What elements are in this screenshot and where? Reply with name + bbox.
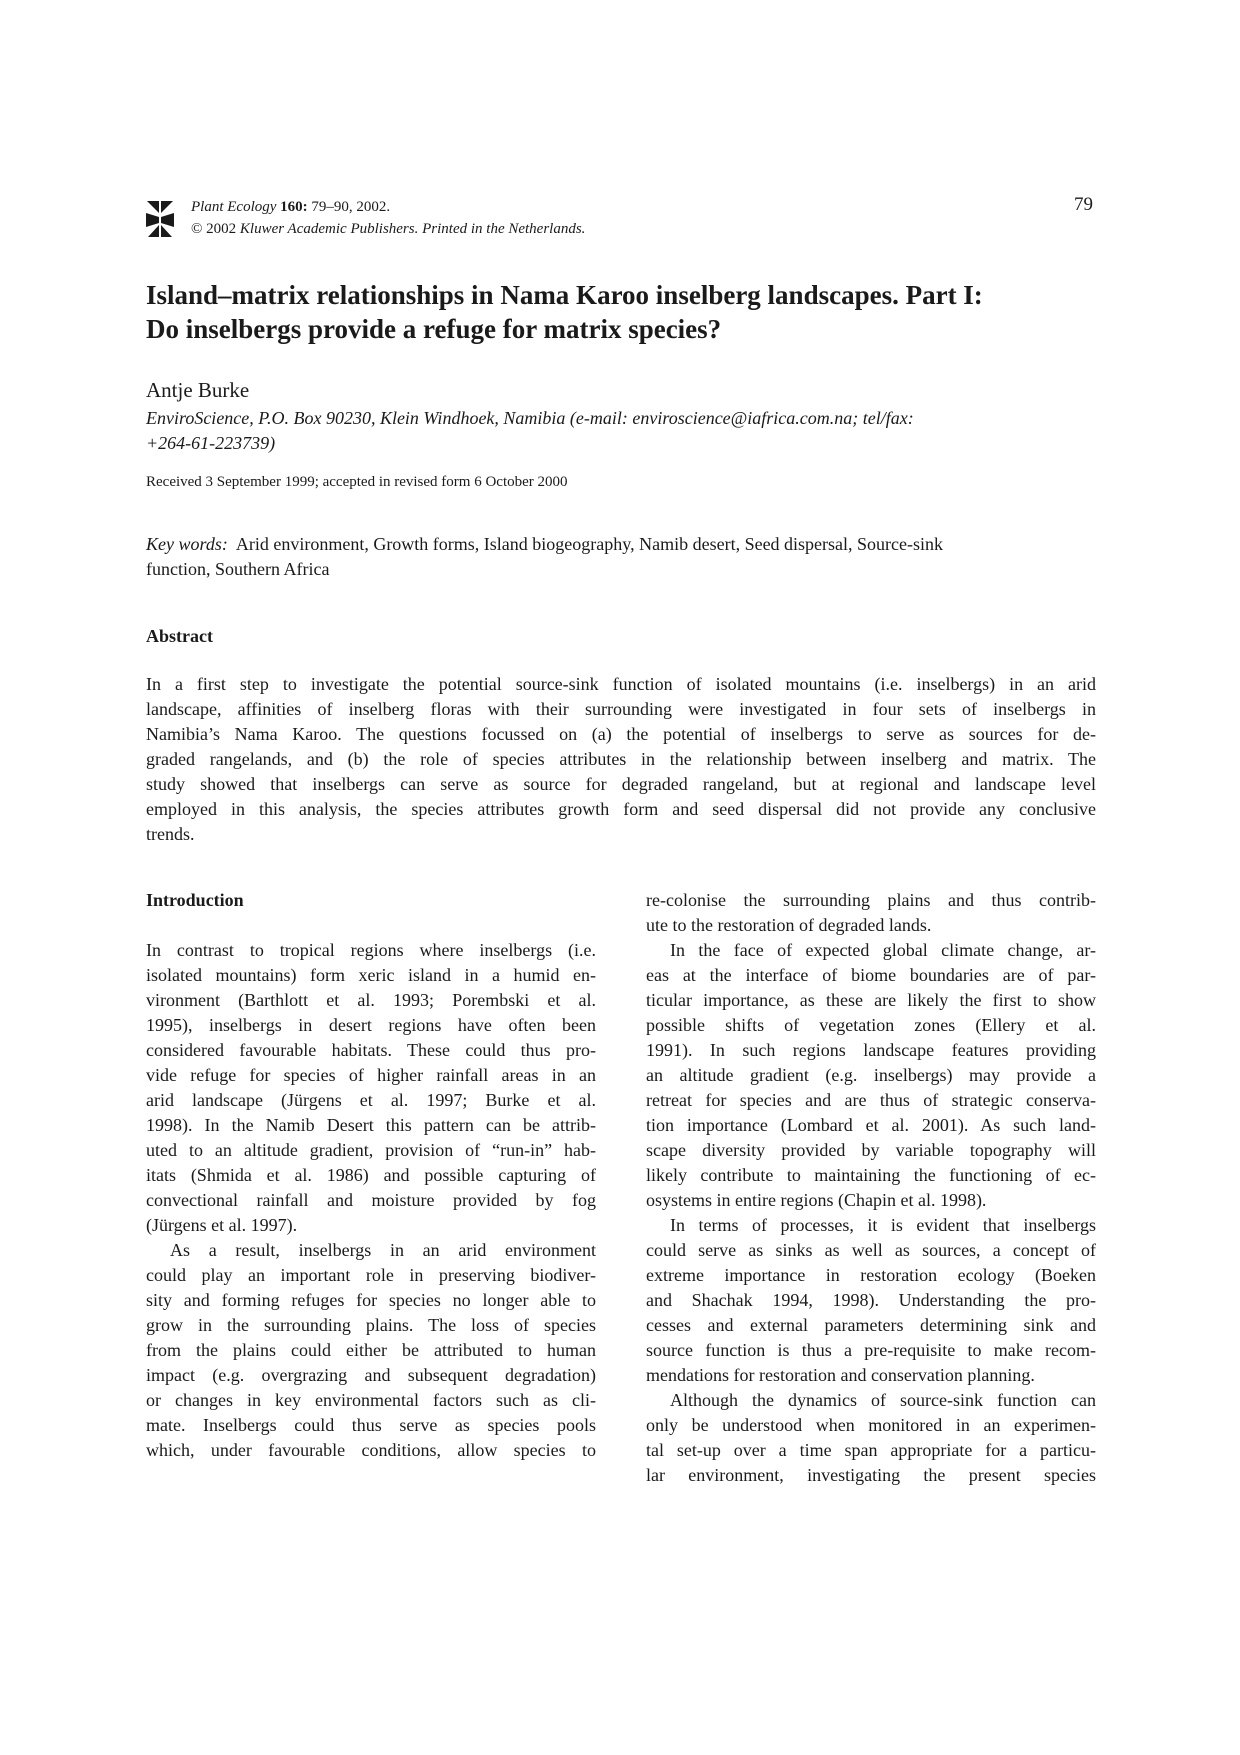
affiliation-line: +264-61-223739) [146, 433, 276, 453]
body-text-line: re-colonise the surrounding plains and thus contrib- [646, 890, 1096, 910]
body-text-line: and Shachak 1994, 1998). Understanding the pro- [646, 1290, 1096, 1310]
body-column-left [146, 888, 596, 1463]
body-text-line: ute to the restoration of degraded lands. [646, 915, 932, 935]
abstract-line: employed in this analysis, the species attributes growth form and seed dispersal did not provide any conclusive [146, 799, 1096, 819]
body-text-line: eas at the interface of biome boundaries are of par- [646, 965, 1096, 985]
body-text-line: retreat for species and are thus of strategic conserva- [646, 1090, 1096, 1110]
title-line: Island–matrix relationships in Nama Karoo inselberg landscapes. Part I: [146, 280, 983, 310]
introduction-heading: Introduction [146, 890, 244, 910]
body-text-line: impact (e.g. overgrazing and subsequent degradation) [146, 1365, 596, 1385]
body-text-line: vironment (Barthlott et al. 1993; Porembski et al. [146, 990, 596, 1010]
body-text-line: As a result, inselbergs in an arid environment [170, 1240, 596, 1260]
abstract-line: study showed that inselbergs can serve as source for degraded rangeland, but at regional and landscape level [146, 774, 1096, 794]
publisher-name: Kluwer Academic Publishers. Printed in the Netherlands. [239, 221, 586, 237]
body-text-line: In the face of expected global climate change, ar- [670, 940, 1096, 960]
abstract-line: trends. [146, 824, 195, 844]
body-text-line: grow in the surrounding plains. The loss of species [146, 1315, 596, 1335]
body-text-line: which, under favourable conditions, allow species to [146, 1440, 596, 1460]
body-text-line: an altitude gradient (e.g. inselbergs) may provide a [646, 1065, 1096, 1085]
body-text-line: source function is thus a pre-requisite to make recom- [646, 1340, 1096, 1360]
abstract-heading: Abstract [146, 626, 213, 646]
body-text-line: lar environment, investigating the present species [646, 1465, 1096, 1485]
body-text-line: arid landscape (Jürgens et al. 1997; Burke et al. [146, 1090, 596, 1110]
body-text-line: could serve as sinks as well as sources, a concept of [646, 1240, 1096, 1260]
body-text-line: Although the dynamics of source-sink function can [670, 1390, 1096, 1410]
body-text-line: tal set-up over a time span appropriate for a particu- [646, 1440, 1096, 1460]
affiliation-line: EnviroScience, P.O. Box 90230, Klein Windhoek, Namibia (e-mail: enviroscience@iafrica.com.na; tel/fax: [146, 408, 914, 428]
body-text-line: (Jürgens et al. 1997). [146, 1215, 298, 1235]
copyright-year: © 2002 [191, 221, 237, 237]
body-text-line: could play an important role in preserving biodiver- [146, 1265, 596, 1285]
author-affiliation [146, 406, 1096, 456]
body-text-line: vide refuge for species of higher rainfall areas in an [146, 1065, 596, 1085]
author-name: Antje Burke [146, 378, 250, 402]
journal-name: Plant Ecology [191, 199, 277, 215]
body-text-line: considered favourable habitats. These could thus pro- [146, 1040, 596, 1060]
journal-pages-year: 79–90, 2002. [311, 199, 391, 215]
keywords-text: function, Southern Africa [146, 559, 330, 579]
paper-title [146, 278, 1096, 346]
received-dates: Received 3 September 1999; accepted in revised form 6 October 2000 [146, 474, 568, 490]
body-text-line: scape diversity provided by variable topography will [646, 1140, 1096, 1160]
body-text-line: likely contribute to maintaining the functioning of ec- [646, 1165, 1096, 1185]
abstract-line: landscape, affinities of inselberg floras with their surrounding were investigated in four sets of inselbergs in [146, 699, 1096, 719]
body-text-line: sity and forming refuges for species no longer able to [146, 1290, 596, 1310]
body-text-line: 1991). In such regions landscape features providing [646, 1040, 1096, 1060]
body-text-line: osystems in entire regions (Chapin et al. 1998). [646, 1190, 987, 1210]
copyright-line [191, 219, 585, 239]
journal-volume: 160: [280, 199, 308, 215]
keywords-block [146, 532, 1096, 582]
body-text-line: ticular importance, as these are likely the first to show [646, 990, 1096, 1010]
journal-citation [191, 197, 390, 217]
body-text-line: only be understood when monitored in an experimen- [646, 1415, 1096, 1435]
publisher-logo-icon [145, 197, 175, 239]
body-text-line: tion importance (Lombard et al. 2001). As such land- [646, 1115, 1096, 1135]
body-text-line: isolated mountains) form xeric island in a humid en- [146, 965, 596, 985]
body-text-line: mendations for restoration and conservation planning. [646, 1365, 1035, 1385]
body-text-line: In contrast to tropical regions where inselbergs (i.e. [146, 940, 596, 960]
page-number: 79 [1074, 194, 1093, 215]
body-text-line: possible shifts of vegetation zones (Ellery et al. [646, 1015, 1096, 1035]
body-text-line: itats (Shmida et al. 1986) and possible capturing of [146, 1165, 596, 1185]
body-text-line: 1995), inselbergs in desert regions have often been [146, 1015, 596, 1035]
body-text-line: mate. Inselbergs could thus serve as species pools [146, 1415, 596, 1435]
body-text-line: or changes in key environmental factors such as cli- [146, 1390, 596, 1410]
body-text-line: 1998). In the Namib Desert this pattern can be attrib- [146, 1115, 596, 1135]
title-line: Do inselbergs provide a refuge for matrix species? [146, 314, 722, 344]
abstract-line: graded rangelands, and (b) the role of species attributes in the relationship between inselberg and matrix. The [146, 749, 1096, 769]
body-text-line: extreme importance in restoration ecology (Boeken [646, 1265, 1096, 1285]
body-text-line: In terms of processes, it is evident that inselbergs [670, 1215, 1096, 1235]
body-text-line: cesses and external parameters determining sink and [646, 1315, 1096, 1335]
abstract-body [146, 672, 1096, 847]
keywords-text: Arid environment, Growth forms, Island biogeography, Namib desert, Seed dispersal, Source-sink [235, 534, 944, 554]
body-text-line: convectional rainfall and moisture provided by fog [146, 1190, 596, 1210]
body-text-line: from the plains could either be attributed to human [146, 1340, 596, 1360]
abstract-line: In a first step to investigate the potential source-sink function of isolated mountains (i.e. inselbergs) in an arid [146, 674, 1096, 694]
body-text-line: uted to an altitude gradient, provision of “run-in” hab- [146, 1140, 596, 1160]
abstract-line: Namibia’s Nama Karoo. The questions focussed on (a) the potential of inselbergs to serve as sources for de- [146, 724, 1096, 744]
keywords-label: Key words: [146, 534, 228, 554]
body-column-right [646, 888, 1096, 1488]
